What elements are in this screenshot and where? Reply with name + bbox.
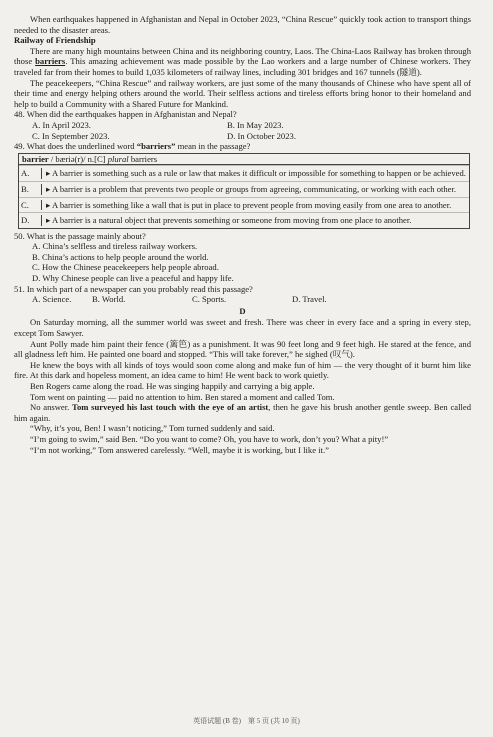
passage-d-paragraph-2: Aunt Polly made him paint their fence (篱笆) as a punishment. It was 90 feet long and 9 feet high. He stared at the fence, and all gladness left him. He painted one board and stopped. “This will take forever,” he sighed (叹气).: [14, 338, 471, 360]
passage-d-paragraph-1: On Saturday morning, all the summer world was sweet and fresh. There was cheer in every face and a spring in every step, except Tom Sawyer.: [14, 317, 471, 339]
question-50-stem: 50. What is the passage mainly about?: [14, 230, 146, 241]
para1-text-after: . This amazing achievement was made possible by the Lao workers and a large number of Chinese workers. They traveled far from their homes to build 1,035 kilometers of railway lines, including 301 bridges and 167 tunnels (隧道).: [14, 56, 471, 77]
q49-stem-before: 49. What does the underlined word: [14, 141, 137, 152]
q48-option-b: B. In May 2023.: [227, 119, 284, 130]
passage-d-paragraph-3: He knew the boys with all kinds of toys would soon come along and make fun of him — the very thought of it burnt him like fire. At this dark and hopeless moment, an idea came to him! He went back to work quietly.: [14, 359, 471, 381]
question-49-stem: [14, 141, 471, 152]
passage-d-label: D: [239, 305, 246, 316]
dictionary-headword: [19, 154, 469, 166]
dict-option-c: [19, 197, 469, 213]
p6-bold-sentence: Tom surveyed his last touch with the eye of an artist: [72, 402, 269, 413]
dict-option-text: ▸ A barrier is something like a wall that is put in place to prevent people from moving easily from one area to another.: [46, 199, 452, 210]
passage-d-paragraph-9: “I’m not working,” Tom answered carelessly. “Well, maybe it is working, but I like it.”: [30, 444, 329, 455]
dict-option-text: ▸ A barrier is something such as a rule or law that makes it difficult or impossible for something to happen or be achieved.: [46, 168, 466, 179]
passage-c-paragraph-1: [14, 46, 471, 78]
dict-option-d: [19, 212, 469, 228]
page-footer: 英语试题 (B 卷) 第 5 页 (共 10 页): [193, 717, 300, 726]
dict-phonetic: / bæriə(r)/ n.[C]: [48, 153, 108, 164]
q49-stem-word: “barriers”: [136, 141, 176, 152]
passage-c-paragraph-2: The peacekeepers, “China Rescue” and railway workers, are just some of the many thousands of Chinese who have spent all of their time and energy helping others around the world. Their selfless actions and tireless efforts bring honor to their homeland and help to build a Community with a Shared Future for Mankind.: [14, 77, 471, 109]
underlined-word-barriers: barriers: [35, 56, 66, 67]
q48-option-c: C. In September 2023.: [32, 130, 110, 141]
dict-option-b: [19, 181, 469, 197]
q50-option-d: D. Why Chinese people can live a peaceful and happy life.: [32, 273, 234, 284]
dict-option-letter: B.: [19, 184, 42, 195]
q50-option-c: C. How the Chinese peacekeepers help people abroad.: [32, 262, 219, 273]
dict-option-letter: A.: [19, 168, 42, 179]
q51-option-b: B. World.: [92, 294, 126, 305]
question-50-options: [14, 241, 471, 283]
q49-stem-after: mean in the passage?: [175, 141, 251, 152]
para1-text-before: There are many high mountains between China and its neighboring country, Laos. The China-Laos Railway has broken through those: [14, 45, 471, 67]
passage-d-paragraph-7: “Why, it’s you, Ben! I wasn’t noticing,” Tom turned suddenly and said.: [30, 423, 275, 434]
dict-plural-word: barriers: [128, 153, 158, 164]
passage-c-intro: When earthquakes happened in Afghanistan and Nepal in October 2023, “China Rescue” quickly took action to transport things needed to the disaster areas.: [14, 14, 471, 35]
dict-word: barrier: [22, 153, 49, 164]
passage-d-paragraph-6: [14, 402, 471, 423]
p6-before: No answer.: [30, 402, 73, 413]
question-48-options: [14, 120, 471, 141]
dict-option-text: ▸ A barrier is a natural object that prevents something or someone from moving from one place to another.: [46, 215, 412, 226]
dict-option-letter: D.: [19, 215, 42, 226]
dict-option-letter: C.: [19, 200, 42, 211]
dict-option-a: [19, 165, 469, 181]
q51-option-d: D. Travel.: [292, 294, 327, 305]
passage-d-paragraph-5: Tom went on painting — paid no attention to him. Ben stared a moment and called Tom.: [30, 391, 335, 402]
question-48-stem: 48. When did the earthquakes happen in Afghanistan and Nepal?: [14, 109, 237, 120]
q48-option-d: D. In October 2023.: [227, 130, 296, 141]
q51-option-a: A. Science.: [32, 294, 72, 305]
section-title-railway: Railway of Friendship: [14, 35, 96, 46]
passage-d-paragraph-8: “I’m going to swim,” said Ben. “Do you want to come? Oh, you have to work, don’t you? What a pity!”: [30, 433, 389, 444]
dict-option-text: ▸ A barrier is a problem that prevents two people or groups from agreeing, communicating, or working with each other.: [46, 183, 457, 194]
question-51-stem: 51. In which part of a newspaper can you probably read this passage?: [14, 283, 253, 294]
passage-d-paragraph-4: Ben Rogers came along the road. He was singing happily and carrying a big apple.: [30, 381, 315, 391]
q50-option-b: B. China’s actions to help people around the world.: [32, 251, 209, 262]
q51-option-c: C. Sports.: [192, 294, 227, 305]
dict-plural-label: plural: [107, 153, 129, 164]
p6-after: , then he gave his brush another gentle sweep. Ben called him again.: [14, 402, 471, 423]
dictionary-entry-box: [18, 153, 470, 229]
q50-option-a: A. China’s selfless and tireless railway workers.: [32, 241, 198, 252]
question-51-options: [14, 294, 471, 305]
q48-option-a: A. In April 2023.: [32, 119, 91, 130]
